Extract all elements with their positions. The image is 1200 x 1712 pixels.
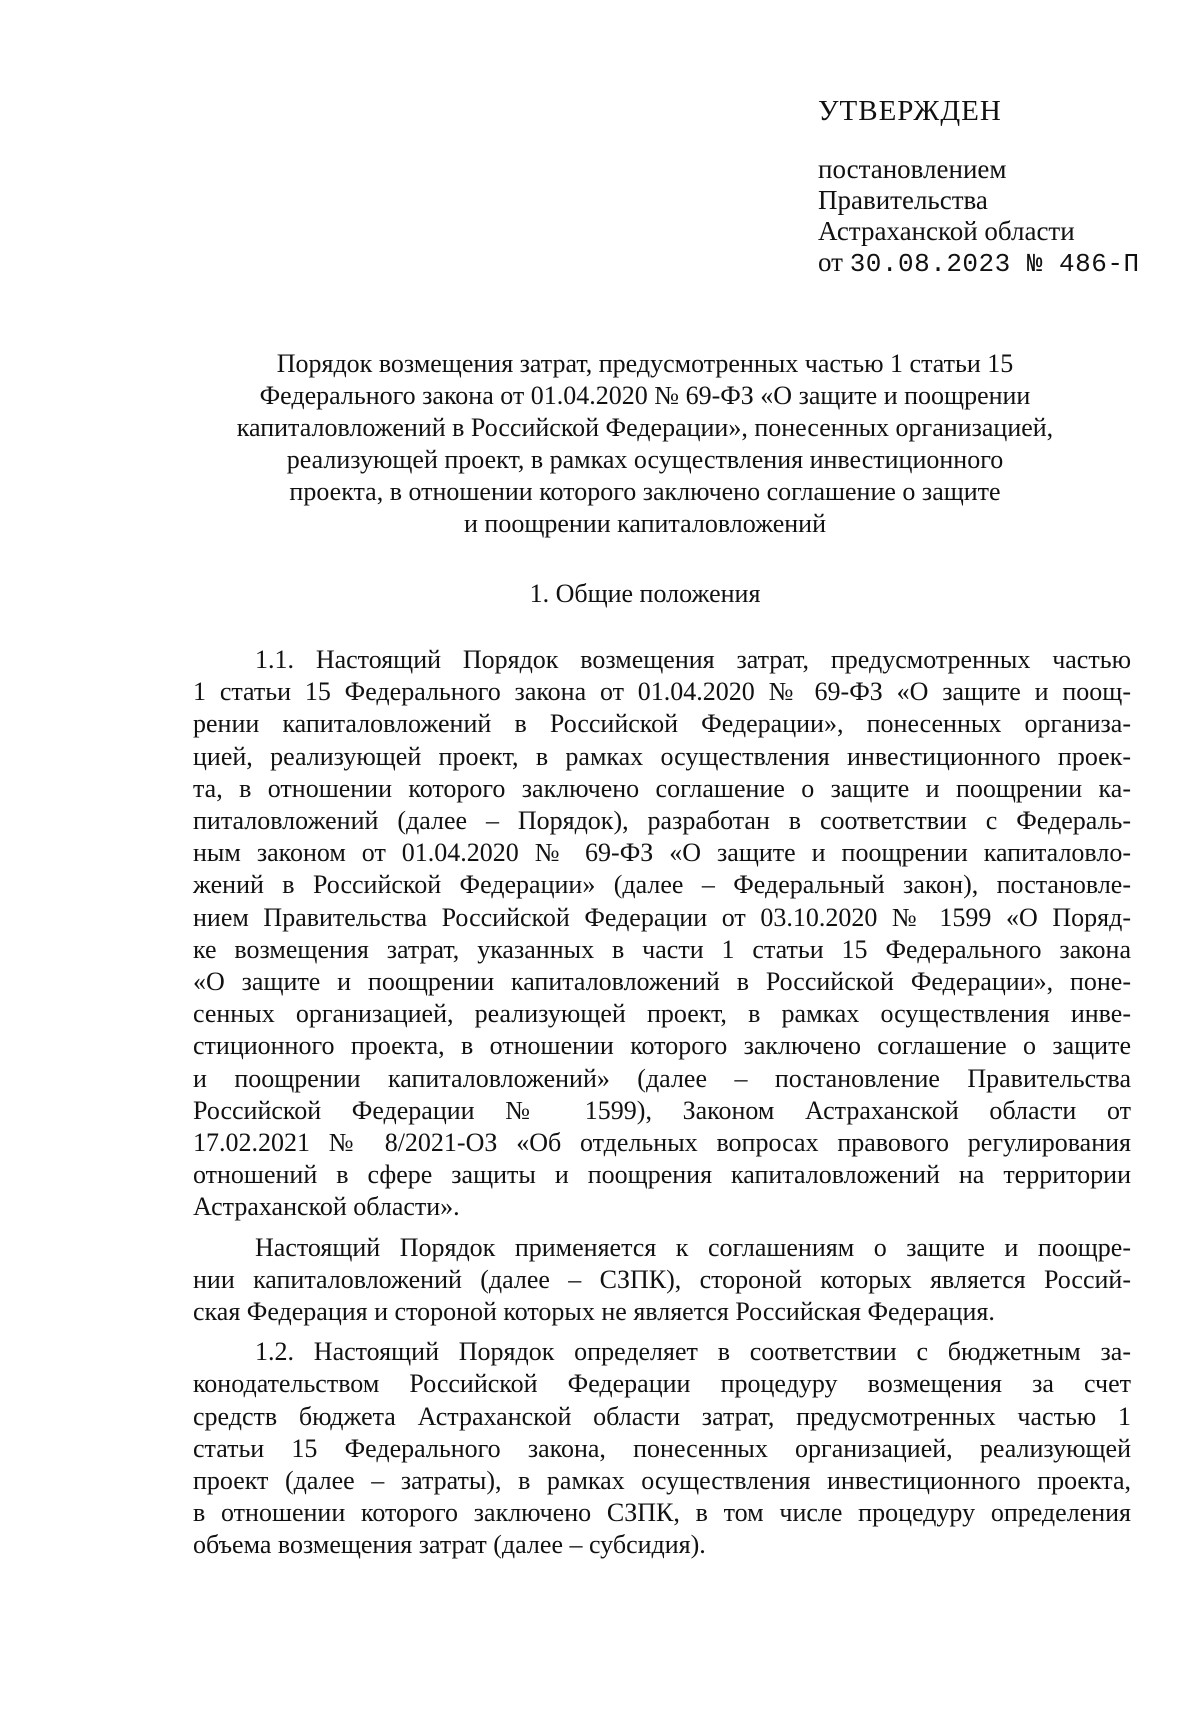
- paragraph-line: Астраханской области».: [193, 1192, 460, 1222]
- paragraph-line: жений в Российской Федерации» (далее – Федеральный закон), постановле-: [193, 870, 1131, 900]
- paragraph-line: проект (далее – затраты), в рамках осуществления инвестиционного проекта,: [193, 1466, 1131, 1496]
- paragraph-line: конодательством Российской Федерации процедуру возмещения за счет: [193, 1369, 1131, 1399]
- paragraph-line: объема возмещения затрат (далее – субсидия).: [193, 1530, 706, 1560]
- approval-line-2: Правительства: [818, 184, 988, 215]
- paragraph-line: та, в отношении которого заключено соглашение о защите и поощрении ка-: [193, 773, 1131, 803]
- title-line: проекта, в отношении которого заключено соглашение о защите: [289, 477, 1001, 506]
- approval-date-prefix: от: [818, 246, 843, 277]
- paragraph: [193, 1232, 1131, 1329]
- paragraph-line: 1 статьи 15 Федерального закона от 01.04.2020 № 69-ФЗ «О защите и поощ-: [193, 677, 1131, 707]
- paragraph-line: отношений в сфере защиты и поощрения капиталовложений на территории: [193, 1160, 1131, 1190]
- approval-line-3: Астраханской области: [818, 215, 1075, 246]
- paragraph-line: сенных организацией, реализующей проект, в рамках осуществления инве-: [193, 999, 1131, 1029]
- title-line: и поощрении капиталовложений: [464, 509, 826, 538]
- paragraph-line: «О защите и поощрении капиталовложений в Российской Федерации», поне-: [193, 967, 1131, 997]
- paragraph-line: Российской Федерации № 1599), Законом Астраханской области от: [193, 1095, 1131, 1125]
- approval-block: [818, 96, 1178, 280]
- paragraph-line: нием Правительства Российской Федерации от 03.10.2020 № 1599 «О Поряд-: [193, 902, 1131, 932]
- paragraph-line: в отношении которого заключено СЗПК, в том числе процедуру определения: [193, 1498, 1131, 1528]
- title-line: реализующей проект, в рамках осуществления инвестиционного: [286, 445, 1004, 474]
- approval-line-1: постановлением: [818, 153, 1007, 184]
- title-line: капиталовложений в Российской Федерации», понесенных организацией,: [236, 413, 1054, 442]
- paragraph-line: средств бюджета Астраханской области затрат, предусмотренных частью 1: [193, 1401, 1131, 1431]
- document-body: [193, 644, 1131, 1562]
- paragraph-line: ская Федерация и стороной которых не является Российская Федерация.: [193, 1297, 995, 1327]
- approval-date-line: [818, 247, 1178, 280]
- paragraph-line: питаловложений (далее – Порядок), разработан в соответствии с Федераль-: [193, 806, 1131, 836]
- title-line: Порядок возмещения затрат, предусмотренных частью 1 статьи 15: [276, 349, 1014, 378]
- paragraph-line: стиционного проекта, в отношении которого заключено соглашение о защите: [193, 1031, 1131, 1061]
- approval-title: УТВЕРЖДЕН: [818, 95, 1002, 127]
- paragraph-line: нии капиталовложений (далее – СЗПК), стороной которых является Россий-: [193, 1264, 1131, 1294]
- paragraph-line: 17.02.2021 № 8/2021-ОЗ «Об отдельных вопросах правового регулирования: [193, 1128, 1131, 1158]
- title-line: Федерального закона от 01.04.2020 № 69-ФЗ «О защите и поощрении: [259, 381, 1031, 410]
- paragraph-line: ным законом от 01.04.2020 № 69-ФЗ «О защите и поощрении капиталовло-: [193, 838, 1131, 868]
- paragraph-line: цией, реализующей проект, в рамках осуществления инвестиционного проек-: [193, 741, 1131, 771]
- paragraph: [193, 644, 1131, 1224]
- paragraph-line: статьи 15 Федерального закона, понесенных организацией, реализующей: [193, 1433, 1131, 1463]
- paragraph-line: и поощрении капиталовложений» (далее – постановление Правительства: [193, 1063, 1131, 1093]
- paragraph-line: 1.2. Настоящий Порядок определяет в соответствии с бюджетным за-: [255, 1337, 1131, 1367]
- paragraph-line: 1.1. Настоящий Порядок возмещения затрат, предусмотренных частью: [255, 645, 1131, 674]
- paragraph-line: Настоящий Порядок применяется к соглашениям о защите и поощре-: [255, 1232, 1131, 1262]
- paragraph: [193, 1336, 1131, 1561]
- document-title: [150, 348, 1140, 540]
- approval-date-number: 30.08.2023 № 486-П: [849, 248, 1140, 279]
- section-heading: 1. Общие положения: [529, 579, 761, 608]
- paragraph-line: ке возмещения затрат, указанных в части 1 статьи 15 Федерального закона: [193, 934, 1131, 964]
- paragraph-line: рении капиталовложений в Российской Федерации», понесенных организа-: [193, 709, 1131, 739]
